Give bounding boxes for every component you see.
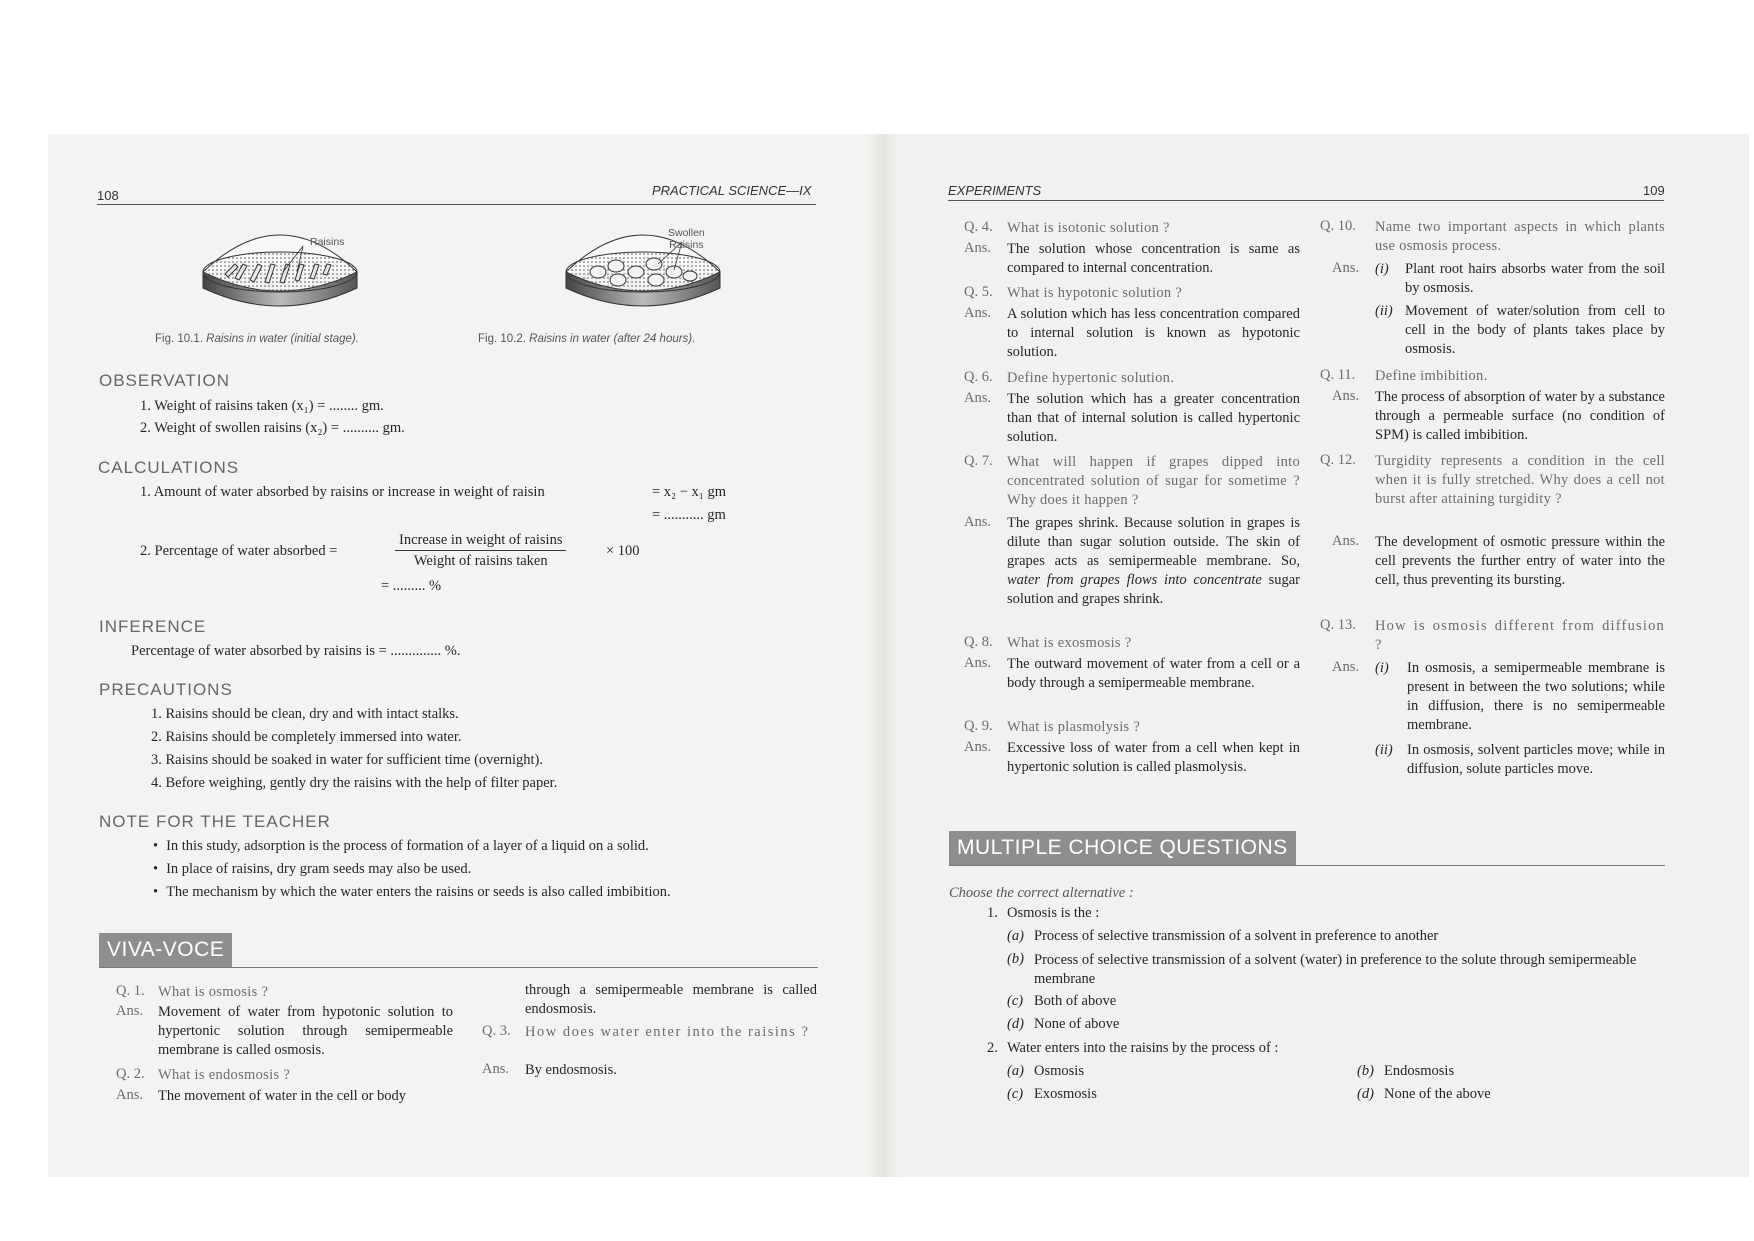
figure-label-raisins: Raisins xyxy=(310,236,345,248)
answer-text: The solution whose concentration is same as compared to internal concentration. xyxy=(1007,241,1300,276)
question-text: What is plasmolysis ? xyxy=(1007,719,1141,735)
mcq-q1-option-d-text: None of above xyxy=(1034,1016,1120,1032)
part-label: (i) xyxy=(1375,660,1389,676)
answer-label: Ans. xyxy=(964,655,991,671)
part-label: (i) xyxy=(1375,261,1389,277)
note-item-3: • The mechanism by which the water enters the raisins or seeds is also called imbibition. xyxy=(153,884,671,901)
mcq-instruction: Choose the correct alternative : xyxy=(949,885,1134,901)
answer-label: Ans. xyxy=(964,240,991,256)
inference-heading: INFERENCE xyxy=(99,617,207,636)
note-item-2: • In place of raisins, dry gram seeds may also be used. xyxy=(153,861,471,878)
mcq-q2-text: Water enters into the raisins by the process of : xyxy=(1007,1040,1279,1056)
mcq-banner: MULTIPLE CHOICE QUESTIONS xyxy=(949,831,1296,865)
mcq-q1-option-c-label: (c) xyxy=(1007,993,1024,1009)
page-number-left: 108 xyxy=(97,188,119,203)
question-text: What is isotonic solution ? xyxy=(1007,220,1170,236)
answer-label: Ans. xyxy=(1332,659,1359,675)
running-head-right: EXPERIMENTS xyxy=(948,183,1042,198)
question-number: Q. 10. xyxy=(1320,218,1356,234)
precaution-item-2: 2. Raisins should be completely immersed into water. xyxy=(151,729,462,745)
mcq-q2-option-b-label: (b) xyxy=(1357,1063,1374,1079)
question-number: Q. 9. xyxy=(964,718,993,734)
calculation-item-1: 1. Amount of water absorbed by raisins or increase in weight of raisin xyxy=(140,484,545,500)
note-item-1: • In this study, adsorption is the process of formation of a layer of a liquid on a solid. xyxy=(153,838,649,855)
precautions-heading: PRECAUTIONS xyxy=(99,680,233,699)
mcq-q2-option-c-text: Exosmosis xyxy=(1034,1086,1097,1102)
fraction-numerator: Increase in weight of raisins xyxy=(395,532,566,551)
question-text: Define imbibition. xyxy=(1375,368,1488,384)
question-number: Q. 4. xyxy=(964,219,993,235)
viva-voce-banner: VIVA-VOCE xyxy=(99,933,232,967)
mcq-q1-number: 1. xyxy=(987,905,998,921)
answer-label: Ans. xyxy=(964,305,991,321)
mcq-q1-option-a-label: (a) xyxy=(1007,928,1024,944)
question-text: Name two important aspects in which plants use osmosis process. xyxy=(1375,219,1665,254)
mcq-q2-option-d-text: None of the above xyxy=(1384,1086,1491,1102)
question-text: How is osmosis different from diffusion ? xyxy=(1375,618,1665,653)
question-number: Q. 12. xyxy=(1320,452,1356,468)
caption-number: Fig. 10.1. xyxy=(155,333,203,345)
mcq-q1-option-c-text: Both of above xyxy=(1034,993,1117,1009)
mcq-q2-number: 2. xyxy=(987,1040,998,1056)
question-text: What is osmosis ? xyxy=(158,984,269,1000)
question-text: What is endosmosis ? xyxy=(158,1067,291,1083)
answer-label: Ans. xyxy=(964,514,991,530)
question-text: How does water enter into the raisins ? xyxy=(525,1024,810,1040)
answer-text: The grapes shrink. Because solution in grapes is dilute than sugar solution outside. The skin of grapes acts as semipermeable membrane. So, water from grapes flows into concentrate sugar solution and grapes shrink. xyxy=(1007,515,1300,607)
percentage-fraction xyxy=(395,532,566,570)
fraction-denominator: Weight of raisins taken xyxy=(413,553,548,569)
mcq-q2-option-c-label: (c) xyxy=(1007,1086,1024,1102)
answer-text: The process of absorption of water by a substance through a permeable surface (no condition of SPM) is called imbibition. xyxy=(1375,389,1665,443)
precaution-item-3: 3. Raisins should be soaked in water for sufficient time (overnight). xyxy=(151,752,543,768)
precaution-item-1: 1. Raisins should be clean, dry and with intact stalks. xyxy=(151,706,459,722)
header-rule-left xyxy=(97,204,816,205)
calculation-item-1-result: = ........... gm xyxy=(652,507,726,523)
caption-text: Raisins in water (initial stage). xyxy=(206,333,359,345)
question-number: Q. 6. xyxy=(964,369,993,385)
mcq-rule xyxy=(949,865,1665,866)
answer-text: The movement of water in the cell or body xyxy=(158,1088,407,1104)
question-text: What is exosmosis ? xyxy=(1007,635,1132,651)
answer-label: Ans. xyxy=(482,1061,509,1077)
question-number: Q. 8. xyxy=(964,634,993,650)
book-gutter xyxy=(868,134,898,1177)
calculation-item-1-formula: = x₂ − x₁ gm xyxy=(652,484,726,500)
part-label: (ii) xyxy=(1375,303,1393,319)
caption-text: Raisins in water (after 24 hours). xyxy=(529,333,696,345)
viva-voce-rule xyxy=(99,967,818,968)
calculations-heading: CALCULATIONS xyxy=(98,458,240,477)
calculation-item-2-label: 2. Percentage of water absorbed = xyxy=(140,543,338,559)
part-text: Movement of water/solution from cell to cell in the body of plants takes place by osmosis. xyxy=(1405,303,1665,357)
question-number: Q. 3. xyxy=(482,1023,511,1039)
note-heading: NOTE FOR THE TEACHER xyxy=(99,812,331,831)
precaution-item-4: 4. Before weighing, gently dry the raisins with the help of filter paper. xyxy=(151,775,558,791)
question-text: Define hypertonic solution. xyxy=(1007,370,1175,386)
part-text: Plant root hairs absorbs water from the soil by osmosis. xyxy=(1405,261,1665,296)
mcq-q1-option-b-label: (b) xyxy=(1007,951,1024,967)
calculation-item-2-result: = ......... % xyxy=(381,578,442,594)
mcq-q2-option-a-label: (a) xyxy=(1007,1063,1024,1079)
figure-label-swollen-raisins: Swollen Raisins xyxy=(668,227,705,251)
answer-label: Ans. xyxy=(1332,533,1359,549)
question-number: Q. 7. xyxy=(964,453,993,469)
answer-label: Ans. xyxy=(116,1087,143,1103)
answer-text: A solution which has less concentration compared to internal solution is known as hypotonic solution. xyxy=(1007,306,1300,360)
mcq-q1-option-a-text: Process of selective transmission of a solvent in preference to another xyxy=(1034,928,1439,944)
mcq-q2-option-a-text: Osmosis xyxy=(1034,1063,1084,1079)
viva-a2-continued: through a semipermeable membrane is called endosmosis. xyxy=(525,982,817,1017)
answer-text: The development of osmotic pressure within the cell prevents the further entry of water into the cell, thus preventing its bursting. xyxy=(1375,534,1665,588)
answer-label: Ans. xyxy=(1332,388,1359,404)
answer-text: The outward movement of water from a cell or a body through a semipermeable membrane. xyxy=(1007,656,1300,691)
answer-text: Excessive loss of water from a cell when kept in hypertonic solution is called plasmolysis. xyxy=(1007,740,1300,775)
question-text: What is hypotonic solution ? xyxy=(1007,285,1183,301)
mcq-q1-option-b-text: Process of selective transmission of a solvent (water) in preference to the solute through semipermeable membrane xyxy=(1034,952,1637,987)
part-text: In osmosis, solvent particles move; while in diffusion, solute particles move. xyxy=(1407,742,1665,777)
observation-item-2: 2. Weight of swollen raisins (x₂) = .......... gm. xyxy=(140,420,405,436)
mcq-q1-option-d-label: (d) xyxy=(1007,1016,1024,1032)
answer-text: Movement of water from hypotonic solution to hypertonic solution through semipermeable membrane is called osmosis. xyxy=(158,1004,453,1058)
observation-heading: OBSERVATION xyxy=(99,371,230,390)
question-number: Q. 5. xyxy=(964,284,993,300)
fraction-multiplier: × 100 xyxy=(606,543,640,559)
inference-text: Percentage of water absorbed by raisins is = .............. %. xyxy=(131,643,461,659)
question-number: Q. 2. xyxy=(116,1066,145,1082)
figure-caption-10-2 xyxy=(478,333,695,345)
answer-text: By endosmosis. xyxy=(525,1062,617,1078)
question-number: Q. 11. xyxy=(1320,367,1356,383)
mcq-q1-text: Osmosis is the : xyxy=(1007,905,1100,921)
part-text: In osmosis, a semipermeable membrane is present in between the two solutions; while in diffusion, there is no semipermeable membrane. xyxy=(1407,660,1665,733)
answer-label: Ans. xyxy=(1332,260,1359,276)
answer-label: Ans. xyxy=(964,739,991,755)
question-number: Q. 1. xyxy=(116,983,145,999)
page-number-right: 109 xyxy=(1643,183,1665,198)
header-rule-right xyxy=(948,200,1664,201)
answer-label: Ans. xyxy=(964,390,991,406)
question-text: What will happen if grapes dipped into concentrated solution of sugar for sometime ? Why does it happen ? xyxy=(1007,454,1300,508)
figure-caption-10-1 xyxy=(155,333,359,345)
question-text: Turgidity represents a condition in the cell when it is fully stretched. Why does a cell not burst after attaining turgidity ? xyxy=(1375,453,1665,507)
running-head-left: PRACTICAL SCIENCE—IX xyxy=(652,183,812,198)
part-label: (ii) xyxy=(1375,742,1393,758)
answer-text: The solution which has a greater concentration than that of internal solution is called hypertonic solution. xyxy=(1007,391,1300,445)
question-number: Q. 13. xyxy=(1320,617,1356,633)
observation-item-1: 1. Weight of raisins taken (x₁) = ........ gm. xyxy=(140,398,384,414)
mcq-q2-option-d-label: (d) xyxy=(1357,1086,1374,1102)
caption-number: Fig. 10.2. xyxy=(478,333,526,345)
mcq-q2-option-b-text: Endosmosis xyxy=(1384,1063,1455,1079)
answer-label: Ans. xyxy=(116,1003,143,1019)
